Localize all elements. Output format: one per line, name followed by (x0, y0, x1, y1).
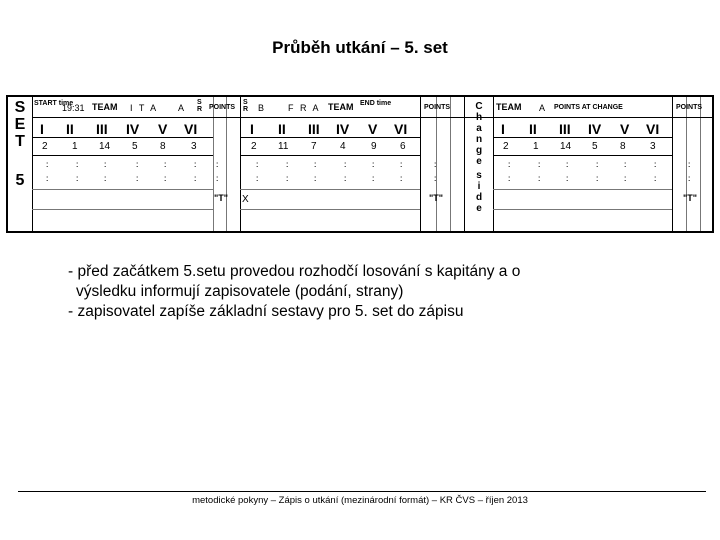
substitution-marker: ∶ (216, 160, 219, 170)
set-label-column (8, 97, 32, 231)
note-3: - zapisovatel zapíše základní sestavy pro 5. set do zápisu (68, 303, 464, 320)
lineup-third-1: 2 (503, 141, 509, 152)
substitution-marker: ∶ (256, 160, 259, 170)
side-letter-d: d (475, 192, 483, 203)
lineup-right-1: 2 (251, 141, 257, 152)
lineup-left-2: 1 (72, 141, 78, 152)
team-label-right: TEAM (328, 102, 354, 112)
lineup-right-6: 6 (400, 141, 406, 152)
substitution-marker: ∶ (76, 174, 79, 184)
substitution-marker: ∶ (624, 160, 627, 170)
page-title: Průběh utkání – 5. set (272, 38, 448, 57)
substitution-marker: ∶ (104, 174, 107, 184)
rotation-i-right: I (250, 121, 254, 137)
side-mark-right: B (258, 103, 265, 113)
timeout-label-third: "T" (683, 193, 698, 203)
substitution-marker: ∶ (314, 174, 317, 184)
substitution-marker: ∶ (566, 160, 569, 170)
change-side-label (469, 101, 489, 214)
points-label-third: POINTS (676, 104, 703, 111)
score-sheet-set-5 (6, 95, 714, 233)
substitution-marker: ∶ (194, 160, 197, 170)
substitution-marker: ∶ (596, 174, 599, 184)
substitution-marker: ∶ (434, 160, 437, 170)
substitution-marker: ∶ (136, 160, 139, 170)
rotation-ii-left: II (66, 121, 74, 137)
timeout-label-right: "T" (429, 193, 444, 203)
lineup-left-3: 14 (99, 141, 111, 152)
substitution-marker: ∶ (688, 174, 691, 184)
substitution-marker: ∶ (164, 174, 167, 184)
note-2: výsledku informují zapisovatele (podání, strany) (76, 283, 404, 300)
side-mark-left: A (178, 103, 185, 113)
serve-receive-left: S R (197, 99, 203, 113)
substitution-marker: ∶ (256, 174, 259, 184)
lineup-right-5: 9 (371, 141, 377, 152)
substitution-marker: ∶ (104, 160, 107, 170)
set-letter-s: S (14, 99, 26, 116)
rotation-v-left: V (158, 121, 168, 137)
timeout-label-left: "T" (214, 193, 229, 203)
substitution-marker: ∶ (596, 160, 599, 170)
rotation-i-left: I (40, 121, 44, 137)
substitution-marker: ∶ (76, 160, 79, 170)
substitution-marker: ∶ (286, 174, 289, 184)
footer-divider (18, 491, 706, 492)
rotation-iv-left: IV (126, 121, 140, 137)
footer-text: metodické pokyny – Zápis o utkání (mezinárodní formát) – KR ČVS – říjen 2013 (192, 495, 528, 506)
rotation-i-third: I (501, 121, 505, 137)
rotation-iv-right: IV (336, 121, 350, 137)
substitution-marker: ∶ (372, 174, 375, 184)
substitution-marker: ∶ (194, 174, 197, 184)
lineup-left-4: 5 (132, 141, 138, 152)
substitution-marker: ∶ (538, 174, 541, 184)
rotation-vi-third: VI (646, 121, 660, 137)
substitution-marker: ∶ (688, 160, 691, 170)
change-letter-g: g (475, 145, 483, 156)
rotation-iii-third: III (559, 121, 571, 137)
lineup-right-2: 11 (278, 141, 289, 152)
substitution-marker: ∶ (344, 174, 347, 184)
rotation-v-right: V (368, 121, 378, 137)
lineup-left-6: 3 (191, 141, 197, 152)
lineup-left-5: 8 (160, 141, 166, 152)
team-name-right: F R A (288, 103, 321, 113)
rotation-ii-third: II (529, 121, 537, 137)
substitution-marker: ∶ (216, 174, 219, 184)
substitution-marker: ∶ (46, 160, 49, 170)
substitution-marker: ∶ (314, 160, 317, 170)
substitution-marker: ∶ (654, 160, 657, 170)
x-mark-left: X (242, 194, 249, 205)
lineup-third-5: 8 (620, 141, 626, 152)
side-mark-third: A (539, 103, 546, 113)
start-time-label: START time (34, 100, 74, 107)
lineup-left-1: 2 (42, 141, 48, 152)
serve-receive-right: S R (243, 99, 249, 113)
substitution-marker: ∶ (136, 174, 139, 184)
team-label-third: TEAM (496, 102, 522, 112)
change-letter-a: a (476, 123, 482, 134)
rotation-ii-right: II (278, 121, 286, 137)
side-letter-e2: e (476, 203, 482, 214)
start-time-value: 19:31 (62, 103, 85, 113)
change-letter-c: C (475, 101, 483, 112)
substitution-marker: ∶ (400, 174, 403, 184)
side-letter-i: i (477, 181, 481, 192)
substitution-marker: ∶ (654, 174, 657, 184)
set-letter-t: T (15, 133, 25, 150)
substitution-marker: ∶ (624, 174, 627, 184)
points-at-change-label: POINTS AT CHANGE (554, 104, 623, 111)
substitution-marker: ∶ (372, 160, 375, 170)
end-time-label: END time (360, 100, 392, 107)
substitution-marker: ∶ (286, 160, 289, 170)
set-number: 5 (15, 172, 25, 189)
substitution-marker: ∶ (508, 160, 511, 170)
rotation-iii-right: III (308, 121, 320, 137)
lineup-third-4: 5 (592, 141, 598, 152)
substitution-marker: ∶ (164, 160, 167, 170)
substitution-marker: ∶ (538, 160, 541, 170)
team-label-left: TEAM (92, 102, 118, 112)
rotation-v-third: V (620, 121, 630, 137)
substitution-marker: ∶ (400, 160, 403, 170)
rotation-vi-left: VI (184, 121, 198, 137)
change-letter-h: h (475, 112, 483, 123)
change-letter-e: e (476, 156, 482, 167)
lineup-third-6: 3 (650, 141, 656, 152)
side-letter-s: s (476, 170, 482, 181)
set-letter-e: E (14, 116, 26, 133)
rotation-iii-left: III (96, 121, 108, 137)
substitution-marker: ∶ (344, 160, 347, 170)
lineup-third-2: 1 (533, 141, 539, 152)
lineup-right-4: 4 (340, 141, 346, 152)
substitution-marker: ∶ (434, 174, 437, 184)
substitution-marker: ∶ (566, 174, 569, 184)
substitution-marker: ∶ (508, 174, 511, 184)
rotation-iv-third: IV (588, 121, 602, 137)
substitution-marker: ∶ (46, 174, 49, 184)
points-label-left: POINTS (209, 104, 236, 111)
points-label-right: POINTS (424, 104, 451, 111)
notes (68, 262, 668, 322)
change-letter-n: n (475, 134, 483, 145)
team-name-left: I T A (130, 103, 159, 113)
lineup-right-3: 7 (311, 141, 317, 152)
lineup-third-3: 14 (560, 141, 572, 152)
note-1: - před začátkem 5.setu provedou rozhodčí losování s kapitány a o (68, 263, 521, 280)
rotation-vi-right: VI (394, 121, 408, 137)
